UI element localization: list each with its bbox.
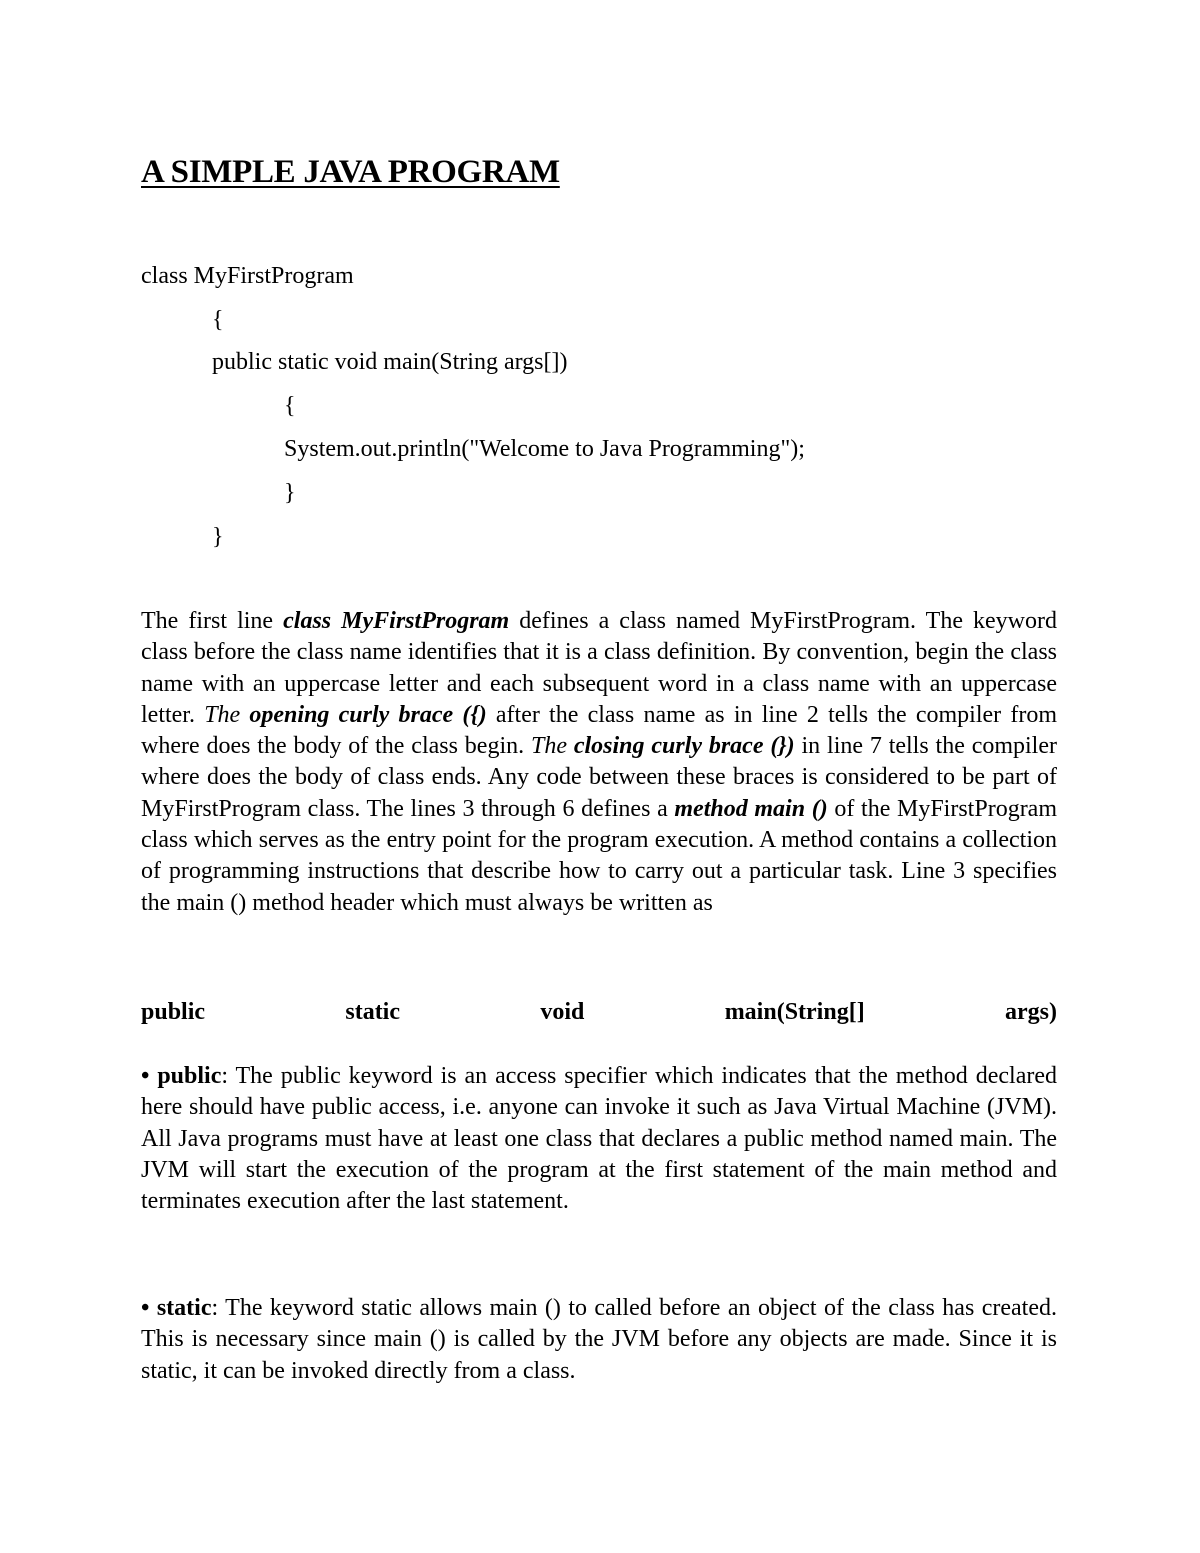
- sig-static: static: [345, 999, 401, 1025]
- bullet-static-text: : The keyword static allows main () to called before an object of the class has created. This is necessary since main () is called by the JVM before any objects are made. Since it is static, it can be invoked directly from a class.: [141, 1295, 1057, 1384]
- para-method-main: method main (): [674, 795, 828, 822]
- para-closing-brace: closing curly brace (}): [573, 733, 795, 760]
- code-line-main-signature: public static void main(String args[]): [212, 349, 568, 375]
- main-signature-line: [141, 996, 1057, 1028]
- para-text-4: in line 7 tells the compiler where does the body of class ends. Any code between these braces is considered to be part of MyFirstProgram class. The lines 3 through 6 defines a: [141, 733, 1057, 822]
- bullet-static-label: • static: [141, 1295, 212, 1321]
- bullet-public-text: : The public keyword is an access specifier which indicates that the method declared here should have public access, i.e. anyone can invoke it such as Java Virtual Machine (JVM). All Java programs must have at least one class that declares a public method named main. The JVM will start the execution of the program at the first statement of the main method and terminates execution after the last statement.: [141, 1063, 1057, 1215]
- code-line-open-brace-class: {: [212, 307, 224, 333]
- sig-main: main(String[]: [724, 999, 865, 1025]
- bullet-public: [141, 1061, 1057, 1217]
- para-text-1: The first line: [141, 608, 284, 634]
- para-text-5: of the MyFirstProgram class which serves as the entry point for the program execution. A method contains a collection of programming instructions that describe how to carry out a particular task. Line 3 specifies the main () method header which must always be written as: [141, 795, 1058, 916]
- code-line-close-brace-class: }: [212, 524, 224, 550]
- sig-public: public: [141, 999, 206, 1025]
- para-keyword-class: class MyFirstProgram: [283, 608, 510, 634]
- explanation-paragraph: [141, 606, 1057, 919]
- sig-args: args): [1005, 999, 1057, 1025]
- bullet-public-label: • public: [141, 1063, 222, 1089]
- code-line-close-brace-main: }: [284, 480, 296, 506]
- para-text-3: after the class name as in line 2 tells the compiler from where does the body of the class begin.: [141, 701, 1057, 760]
- code-line-open-brace-main: {: [284, 393, 296, 419]
- document-title: A SIMPLE JAVA PROGRAM: [141, 154, 560, 190]
- sig-void: void: [540, 999, 585, 1025]
- bullet-static: [141, 1293, 1057, 1387]
- code-line-class: class MyFirstProgram: [141, 263, 354, 289]
- para-italic-the-2: The: [530, 733, 574, 760]
- code-line-println: System.out.println("Welcome to Java Programming");: [284, 436, 805, 462]
- para-italic-the-1: The: [204, 701, 250, 728]
- para-opening-brace: opening curly brace ({): [249, 701, 487, 728]
- para-text-2: defines a class named MyFirstProgram. The keyword class before the class name identifies that it is a class definition. By convention, begin the class name with an uppercase letter and each subsequent word in a class name with an uppercase letter.: [141, 608, 1057, 728]
